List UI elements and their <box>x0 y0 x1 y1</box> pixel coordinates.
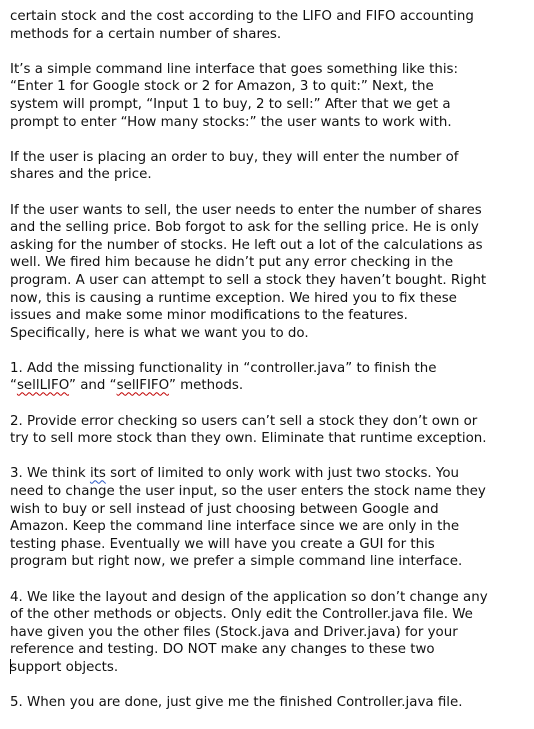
list-item-1-quote-open: “ <box>10 378 17 394</box>
list-item-5: 5. When you are done, just give me the finished Controller.java file. <box>10 695 463 711</box>
list-item-3-rest: sort of limited to only work with just two stocks. You need to change the user input, so the user enters the stock name they wish to buy or sell instead of just choosing between Google and Amazon. Keep the command line interface since we are only in the testing phase. Eventually we will have you create a GUI for this program but right now, we prefer a simple command line interface. <box>10 466 486 570</box>
paragraph-intro-continued: certain stock and the cost according to the LIFO and FIFO accounting methods for a certain number of shares. <box>10 9 474 42</box>
list-item-1-text: 1. Add the missing functionality in “controller.java” to finish the <box>10 360 437 376</box>
document-body[interactable] <box>10 8 530 729</box>
paragraph-interface-description: It’s a simple command line interface that goes something like this: “Enter 1 for Google stock or 2 for Amazon, 3 to quit:” Next, the system will prompt, “Input 1 to buy, 2 to sell:” After that we get a prompt to enter “How many stocks:” the user wants to work with. <box>10 61 459 130</box>
list-item-4 <box>10 589 530 677</box>
list-item-1 <box>10 360 530 395</box>
list-item-3-start: 3. We think <box>10 466 90 482</box>
paragraph-sell-order: If the user wants to sell, the user needs to enter the number of shares and the selling price. Bob forgot to ask for the selling price. He is only asking for the number of stocks. He left out a lot of the calculations as well. We fired him because he didn’t put any error checking in the program. A user can attempt to sell a stock they haven’t bought. Right now, this is causing a runtime exception. We hired you to fix these issues and make some minor modifications to the features. Specifically, here is what we want you to do. <box>10 202 487 341</box>
spelling-flag-selllifo[interactable]: sellLIFO <box>16 378 70 394</box>
list-item-4-last: support objects. <box>10 659 119 675</box>
list-item-4-text: 4. We like the layout and design of the application so don’t change any of the other methods or objects. Only edit the Controller.java file. We have given you the other files (Stock.java and Driver.java) for your reference and testing. DO NOT make any changes to these two <box>10 589 488 658</box>
list-item-1-end: ” methods. <box>168 378 244 394</box>
list-item-3 <box>10 465 530 571</box>
list-item-2: 2. Provide error checking so users can’t sell a stock they don’t own or try to sell more stock than they own. Eliminate that runtime exception. <box>10 413 487 447</box>
list-item-1-mid: ” and “ <box>69 378 117 394</box>
grammar-flag-its[interactable]: its <box>89 466 106 482</box>
spelling-flag-sellfifo[interactable]: sellFIFO <box>116 378 169 394</box>
paragraph-buy-order: If the user is placing an order to buy, they will enter the number of shares and the price. <box>10 149 459 183</box>
